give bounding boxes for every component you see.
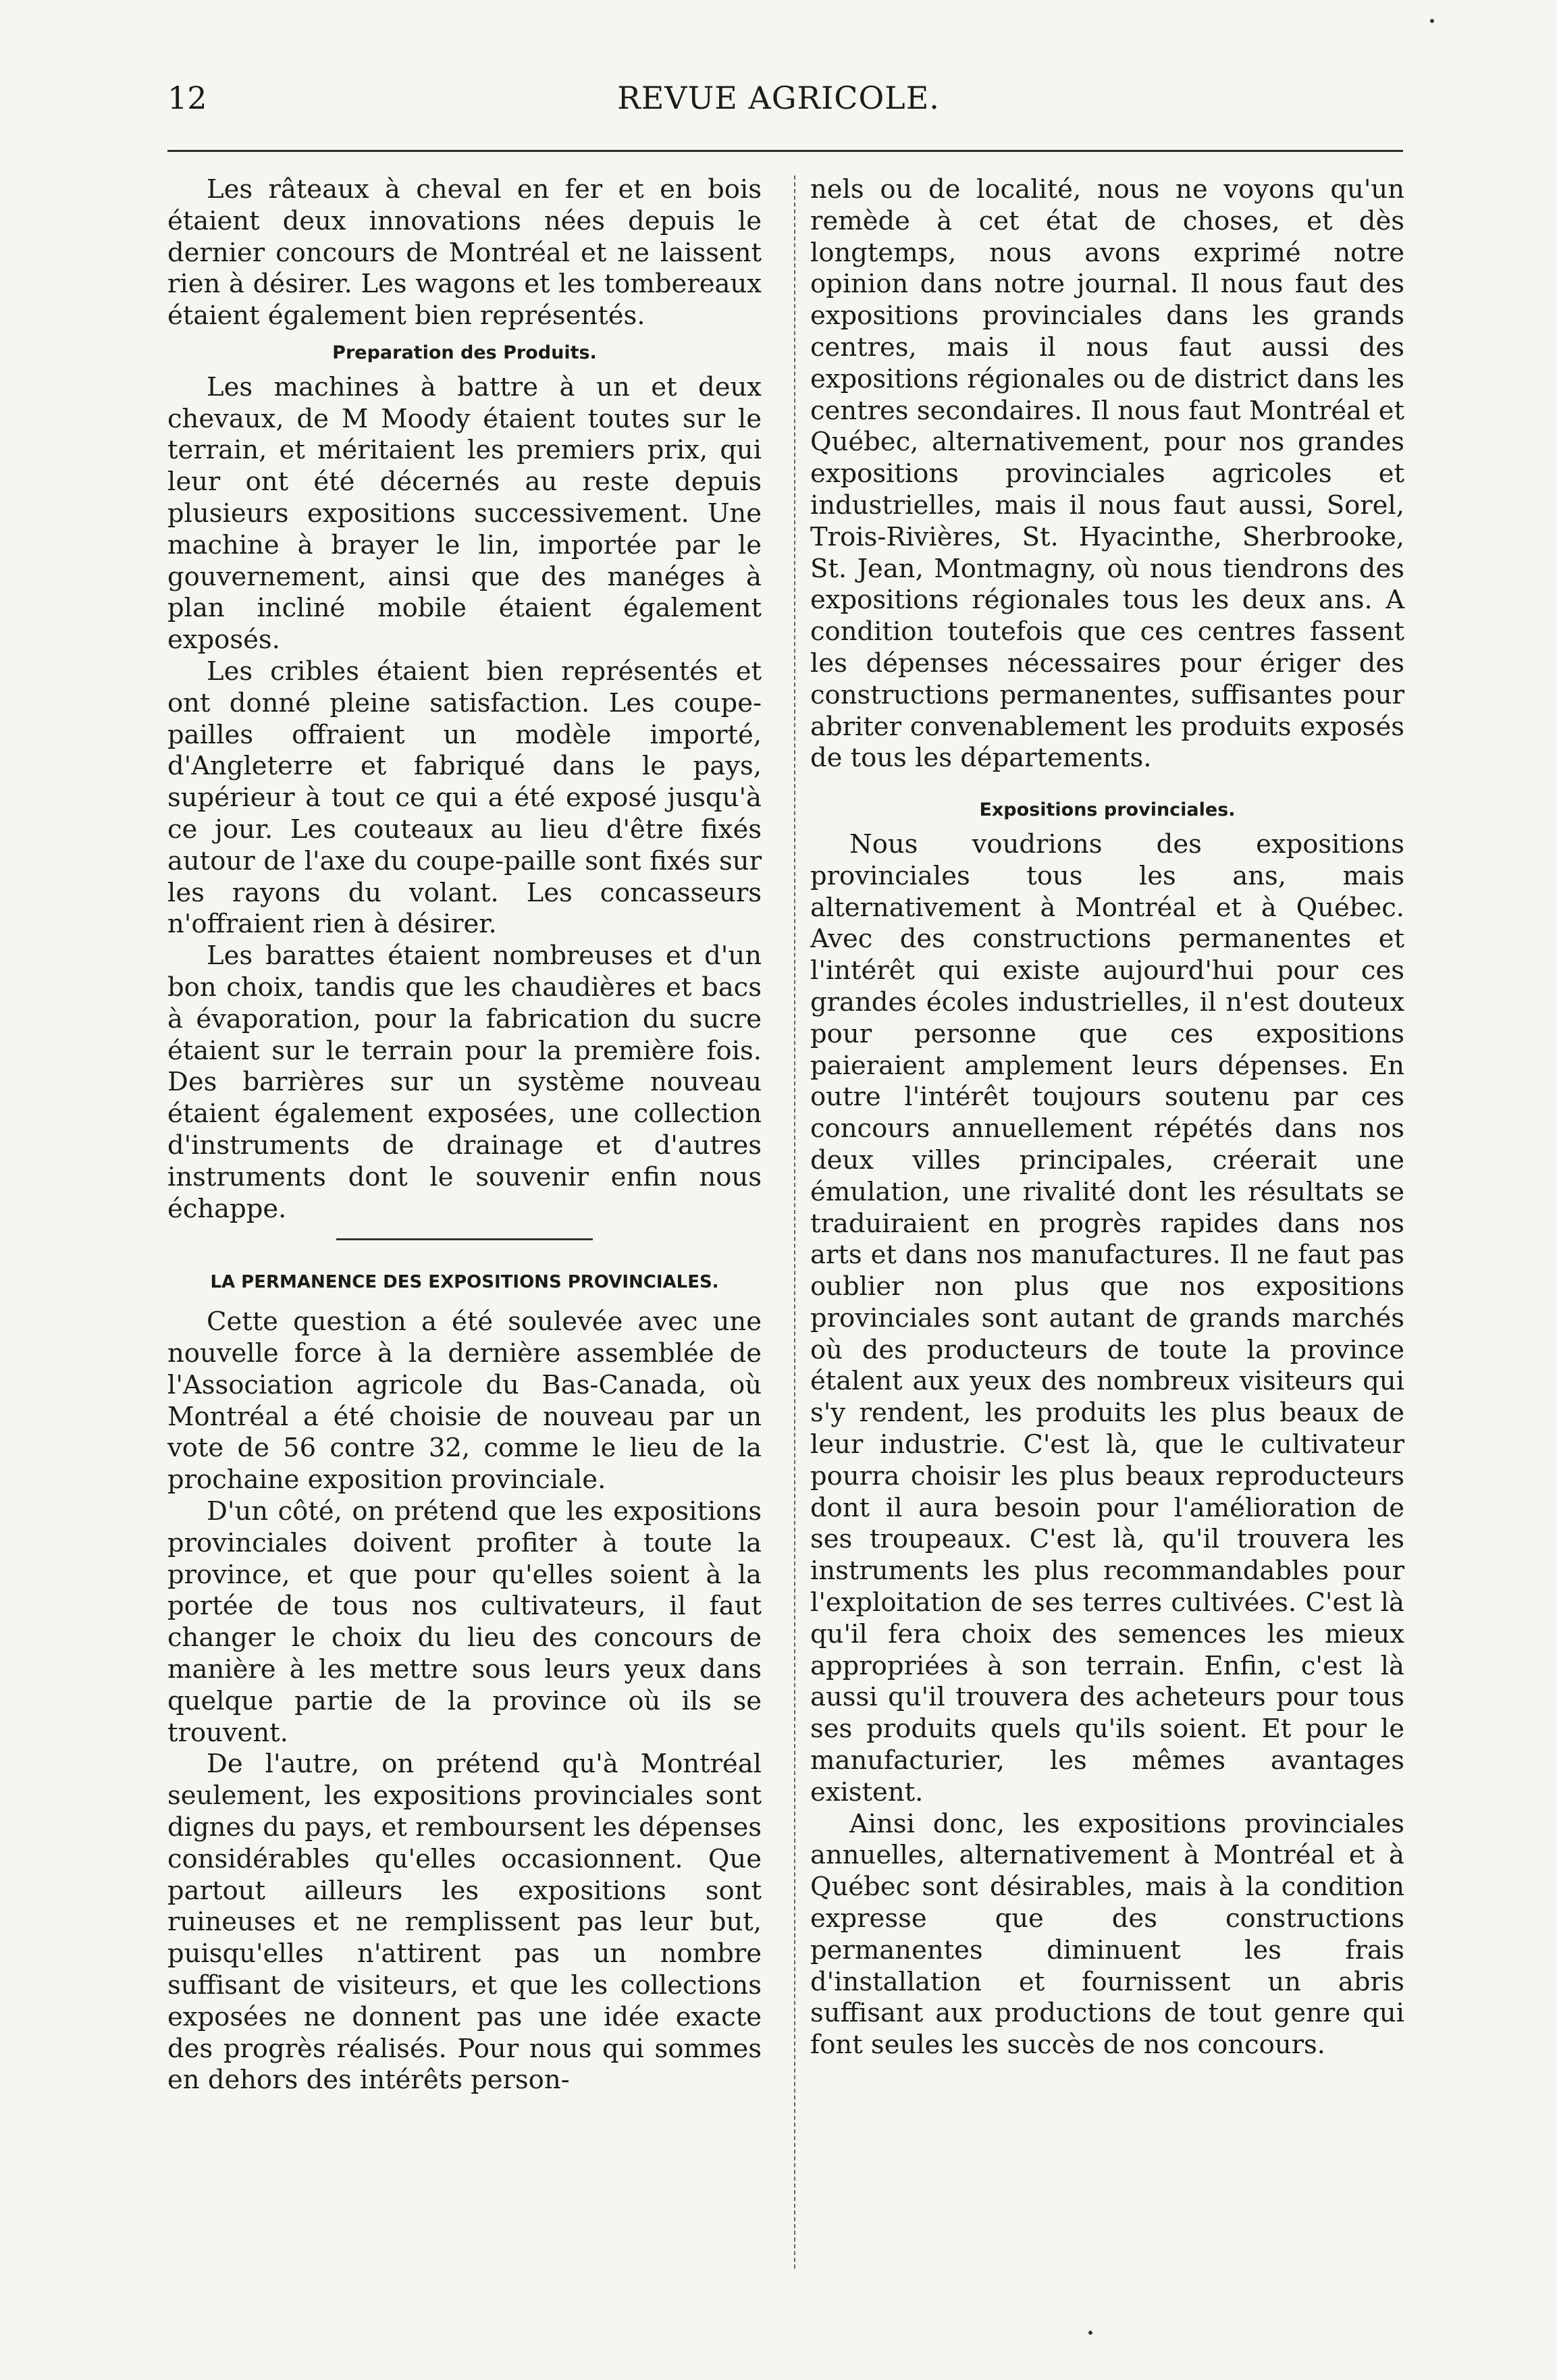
- paragraph: Les râteaux à cheval en fer et en bois étaient deux innovations nées depuis le dernier concours de Montréal et ne laissent rien à désirer. Les wagons et les tombereaux étaient également bien représentés.: [167, 174, 762, 332]
- paragraph: Les barattes étaient nombreuses et d'un bon choix, tandis que les chaudières et bacs à évaporation, pour la fabrication du sucre étaient sur le terrain pour la première fois. Des barrières sur un système nouveau étaient également exposées, une collection d'instruments de drainage et d'autres instruments dont le souvenir enfin nous échappe.: [167, 941, 762, 1224]
- speck-mark: [1430, 19, 1434, 23]
- column-divider: [794, 176, 795, 2269]
- header-rule: [167, 150, 1403, 152]
- paragraph: Ainsi donc, les expositions provinciales annuelles, alternativement à Montréal et à Québec sont désirables, mais à la condition expresse que des constructions permanentes diminuent les frais d'installation et fournissent un abris suffisant aux productions de tout genre qui font seules les succès de nos concours.: [810, 1808, 1404, 2061]
- paragraph: Les cribles étaient bien représentés et ont donné pleine satisfaction. Les coupe-pailles offraient un modèle importé, d'Angleterre et fabriqué dans le pays, supérieur à tout ce qui a été exposé jusqu'à ce jour. Les couteaux au lieu d'être fixés autour de l'axe du coupe-paille sont fixés sur les rayons du volant. Les concasseurs n'offraient rien à désirer.: [167, 656, 762, 940]
- paragraph: De l'autre, on prétend qu'à Montréal seulement, les expositions provinciales sont dignes du pays, et remboursent les dépenses considérables qu'elles occasionnent. Que partout ailleurs les expositions sont ruineuses et ne remplissent pas leur but, puisqu'elles n'attirent pas un nombre suffisant de visiteurs, et que les collections exposées ne donnent pas une idée exacte des progrès réalisés. Pour nous qui sommes en dehors des intérêts person-: [167, 1749, 762, 2096]
- paragraph: nels ou de localité, nous ne voyons qu'un remède à cet état de choses, et dès longtemps, nous avons exprimé notre opinion dans notre journal. Il nous faut des expositions provinciales dans les grands centres, mais il nous faut aussi des expositions régionales ou de district dans les centres secondaires. Il nous faut Montréal et Québec, alternativement, pour nos grandes expositions provinciales agricoles et industrielles, mais il nous faut aussi, Sorel, Trois-Rivières, St. Hyacinthe, Sherbrooke, St. Jean, Montmagny, où nous tiendrons des expositions régionales tous les deux ans. A condition toutefois que ces centres fassent les dépenses nécessaires pour ériger des constructions permanentes, suffisantes pour abriter convenablement les produits exposés de tous les départements.: [810, 174, 1404, 774]
- subheading: Expositions provinciales.: [979, 799, 1236, 821]
- subheading: Preparation des Produits.: [332, 342, 597, 363]
- page-number: 12: [167, 80, 207, 116]
- right-column: [810, 174, 1404, 2061]
- section-divider: [336, 1238, 593, 1240]
- speck-mark: [1088, 2331, 1092, 2335]
- paragraph: Cette question a été soulevée avec une nouvelle force à la dernière assemblée de l'Association agricole du Bas-Canada, où Montréal a été choisie de nouveau par un vote de 56 contre 32, comme le lieu de la prochaine exposition provinciale.: [167, 1306, 762, 1496]
- paragraph: Les machines à battre à un et deux chevaux, de M Moody étaient toutes sur le terrain, et méritaient les premiers prix, qui leur ont été décernés au reste depuis plusieurs expositions successivement. Une machine à brayer le lin, importée par le gouvernement, ainsi que des manéges à plan incliné mobile étaient également exposés.: [167, 371, 762, 656]
- left-column: [167, 174, 762, 2096]
- paragraph: Nous voudrions des expositions provinciales tous les ans, mais alternativement à Montréal et à Québec. Avec des constructions permanentes et l'intérêt qui existe aujourd'hui pour ces grandes écoles industrielles, il n'est douteux pour personne que ces expositions paieraient amplement leurs dépenses. En outre l'intérêt toujours soutenu par ces concours annuellement répétés dans nos deux villes principales, créerait une émulation, une rivalité dont les résultats se traduiraient en progrès rapides dans nos arts et dans nos manufactures. Il ne faut pas oublier non plus que nos expositions provinciales sont autant de grands marchés où des producteurs de toute la province étalent aux yeux des nombreux visiteurs qui s'y rendent, les produits les plus beaux de leur industrie. C'est là, que le cultivateur pourra choisir les plus beaux reproducteurs dont il aura besoin pour l'amélioration de ses troupeaux. C'est là, qu'il trouvera les instruments les plus recommandables pour l'exploitation de ses terres cultivées. C'est là qu'il fera choix des semences les mieux appropriées à son terrain. Enfin, c'est là aussi qu'il trouvera des acheteurs pour tous ses produits quels qu'ils soient. Et pour le manufacturier, les mêmes avantages existent.: [810, 828, 1404, 1807]
- journal-title: REVUE AGRICOLE.: [617, 80, 940, 116]
- paragraph: D'un côté, on prétend que les expositions provinciales doivent profiter à toute la province, et que pour qu'elles soient à la portée de tous nos cultivateurs, il faut changer le choix du lieu des concours de manière à les mettre sous leurs yeux dans quelque partie de la province où ils se trouvent.: [167, 1496, 762, 1748]
- section-title: LA PERMANENCE DES EXPOSITIONS PROVINCIALES.: [210, 1272, 719, 1293]
